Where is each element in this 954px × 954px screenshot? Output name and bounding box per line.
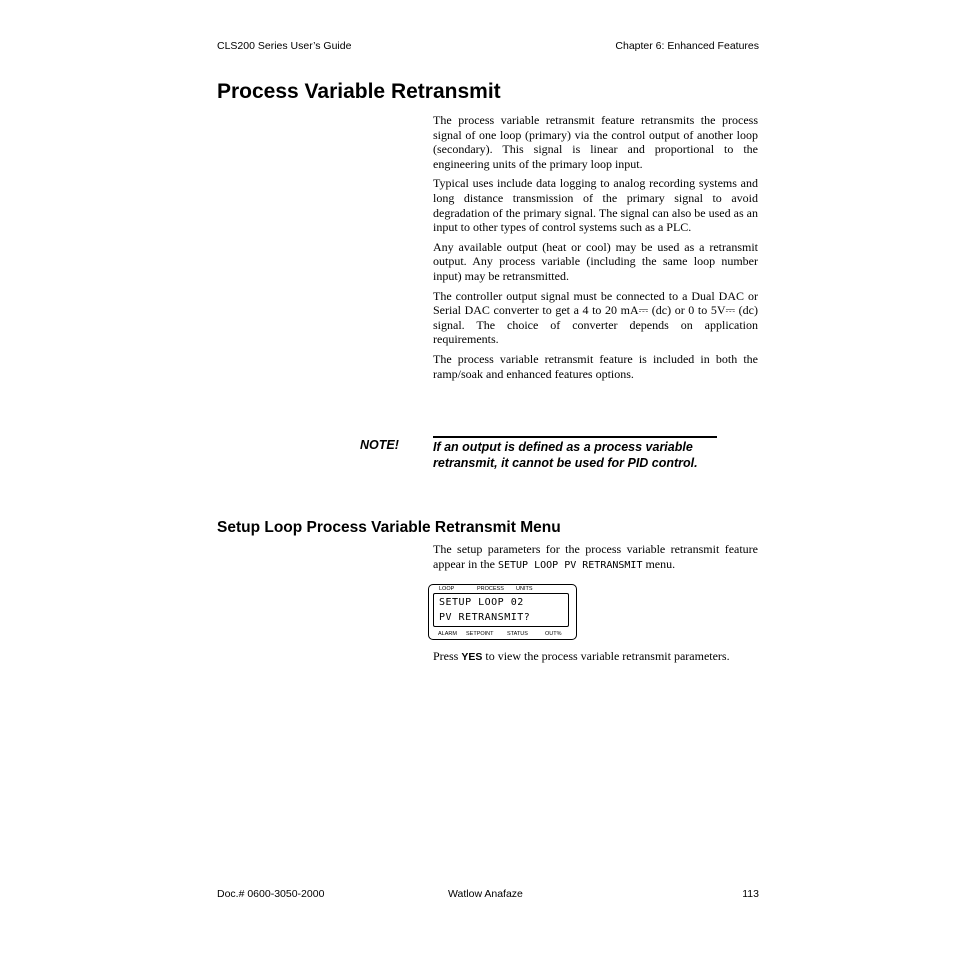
section-title: Process Variable Retransmit xyxy=(217,80,501,103)
note-label: NOTE! xyxy=(360,438,399,452)
footer-doc-number: Doc.# 0600-3050-2000 xyxy=(217,888,325,900)
running-header-left: CLS200 Series User’s Guide xyxy=(217,40,352,52)
paragraph: The process variable retransmit feature retransmits the process signal of one loop (primary) via the control output of another loop (secondary). This signal is linear and proportional to the engineering units of the primary loop input. xyxy=(433,113,758,171)
paragraph-text: to view the process variable retransmit parameters. xyxy=(482,649,730,663)
lcd-label-setpoint: SETPOINT xyxy=(466,631,494,637)
paragraph-text: The setup parameters for the process variable retransmit feature appear in the xyxy=(433,542,758,571)
paragraph-text: (dc) signal. The choice of converter depends on application requirements. xyxy=(433,303,758,347)
paragraph-text: Press xyxy=(433,649,462,663)
lcd-label-alarm: ALARM xyxy=(438,631,457,637)
paragraph-text: (dc) or 0 to 5V xyxy=(648,303,726,318)
footer-company: Watlow Anafaze xyxy=(448,888,523,900)
lcd-screen xyxy=(433,593,569,627)
lcd-label-process: PROCESS xyxy=(477,586,504,592)
paragraph: Any available output (heat or cool) may be used as a retransmit output. Any process variable (including the same loop number input) may be retransmitted. xyxy=(433,239,758,283)
yes-key: YES xyxy=(461,651,483,663)
lcd-label-units: UNITS xyxy=(516,586,533,592)
page-number: 113 xyxy=(742,888,759,900)
lcd-line-1: SETUP LOOP 02 xyxy=(439,597,524,608)
running-header-right: Chapter 6: Enhanced Features xyxy=(615,40,759,52)
paragraph-text: The controller output signal must be connected to a Dual DAC or Serial DAC converter to get a 4 to 20 mA xyxy=(433,288,758,318)
paragraph xyxy=(433,542,758,573)
note-rule xyxy=(433,436,717,438)
paragraph-converter xyxy=(433,289,758,347)
intro-paragraphs xyxy=(433,113,758,386)
lcd-label-out: OUT% xyxy=(545,631,562,637)
paragraph: The process variable retransmit feature is included in both the ramp/soak and enhanced features options. xyxy=(433,351,758,381)
lcd-display xyxy=(428,584,577,640)
subsection-title: Setup Loop Process Variable Retransmit Menu xyxy=(217,519,561,536)
subsection-intro xyxy=(433,542,758,578)
dc-symbol: ⎓ xyxy=(638,303,649,318)
note-text: If an output is defined as a process variable retransmit, it cannot be used for PID control. xyxy=(433,440,698,470)
paragraph: Typical uses include data logging to analog recording systems and long distance transmission of the primary signal to avoid degradation of the primary signal. The signal can also be used as an input to other types of control systems such as a PLC. xyxy=(433,176,758,235)
paragraph-text: menu. xyxy=(642,556,676,571)
menu-name: SETUP LOOP PV RETRANSMIT xyxy=(497,559,643,571)
lcd-label-status: STATUS xyxy=(507,631,528,637)
dc-symbol: ⎓ xyxy=(725,303,736,318)
press-yes-text xyxy=(433,649,758,670)
lcd-line-2: PV RETRANSMIT? xyxy=(439,612,531,623)
paragraph xyxy=(433,649,758,665)
lcd-label-loop: LOOP xyxy=(439,586,455,592)
